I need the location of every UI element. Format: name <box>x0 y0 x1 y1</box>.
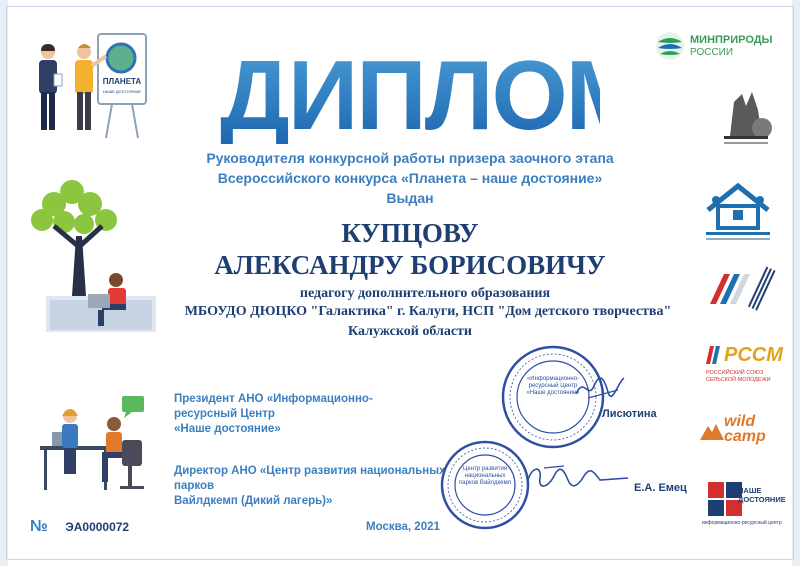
nashe-dostoyanie-subtitle: информационно-ресурсный центр <box>702 520 782 526</box>
meeting-illustration <box>30 394 158 498</box>
rssm-subtitle: РОССИЙСКИЙ СОЮЗ СЕЛЬСКОЙ МОЛОДЕЖИ <box>706 370 771 383</box>
signature-1 <box>574 372 630 404</box>
stamp-1-text: «Информационно-ресурсный Центр «Наше достояние» <box>526 376 580 396</box>
diploma-subtitle <box>180 148 640 188</box>
board-logo-text: ПЛАНЕТА <box>102 77 142 86</box>
place-and-year: Москва, 2021 <box>366 521 440 533</box>
mountain-icon <box>700 422 724 442</box>
subtitle-line-1: Руководителя конкурсной работы призера заочного этапа <box>206 150 614 166</box>
nashe-dostoyanie-logo <box>702 482 786 538</box>
minprirody-subtitle: РОССИИ <box>690 47 734 58</box>
signatory-1-position: Президент АНО «Информационно-ресурсный Центр «Наше достояние» <box>174 393 373 435</box>
diploma-number <box>30 518 129 536</box>
rssm-logo <box>704 344 783 394</box>
svg-text:НАШЕ ДОСТОЯНИЕ: НАШЕ ДОСТОЯНИЕ <box>102 89 142 94</box>
issued-label: Выдан <box>386 190 434 206</box>
wildcamp-title: wild camp <box>724 413 766 445</box>
signatory-2-name: Е.А. Емец <box>634 482 687 494</box>
minprirody-title: МИНПРИРОДЫ <box>690 34 773 46</box>
organization-stamp-2 <box>438 438 532 532</box>
recipient-organization: МБОУДО ДЮЦКО "Галактика" г. Калуги, НСП "Дом детского творчества" <box>184 304 672 319</box>
stamp-2-text: Центр развития национальных парков Вайлдкемп <box>459 466 511 486</box>
onf-logo <box>706 260 776 320</box>
signatory-1-name: Лисютина <box>602 408 657 420</box>
number-value: ЭА0000072 <box>65 520 130 534</box>
nashe-dostoyanie-emblem-icon <box>708 482 742 516</box>
minprirody-emblem-icon <box>654 30 686 62</box>
housing-fund-logo <box>702 180 774 244</box>
recipient-region: Калужской области <box>348 324 472 339</box>
presentation-illustration <box>26 30 156 142</box>
wildcamp-logo <box>700 410 780 454</box>
recipient-role: педагогу дополнительного образования <box>299 286 551 301</box>
rssm-flag-icon <box>704 344 724 366</box>
nashe-dostoyanie-title: НАШЕ ДОСТОЯНИЕ <box>738 486 786 504</box>
recipient-name: АЛЕКСАНДРУ БОРИСОВИЧУ <box>214 250 606 280</box>
signatory-2-position: Директор АНО «Центр развития национальных парков Вайлдкемп (Дикий лагерь)» <box>174 465 446 507</box>
number-sign: № <box>30 518 48 535</box>
diploma-title: ДИПЛОМ <box>220 40 646 150</box>
recipient-surname: КУПЦОВУ <box>341 218 479 248</box>
signature-2 <box>524 460 634 494</box>
minprirody-logo <box>654 30 784 62</box>
tree-illustration <box>24 176 162 340</box>
subtitle-line-2: Всероссийского конкурса «Планета – наше достояние» <box>217 170 603 186</box>
public-chamber-logo <box>716 84 776 150</box>
rssm-title: РССМ <box>724 344 783 366</box>
